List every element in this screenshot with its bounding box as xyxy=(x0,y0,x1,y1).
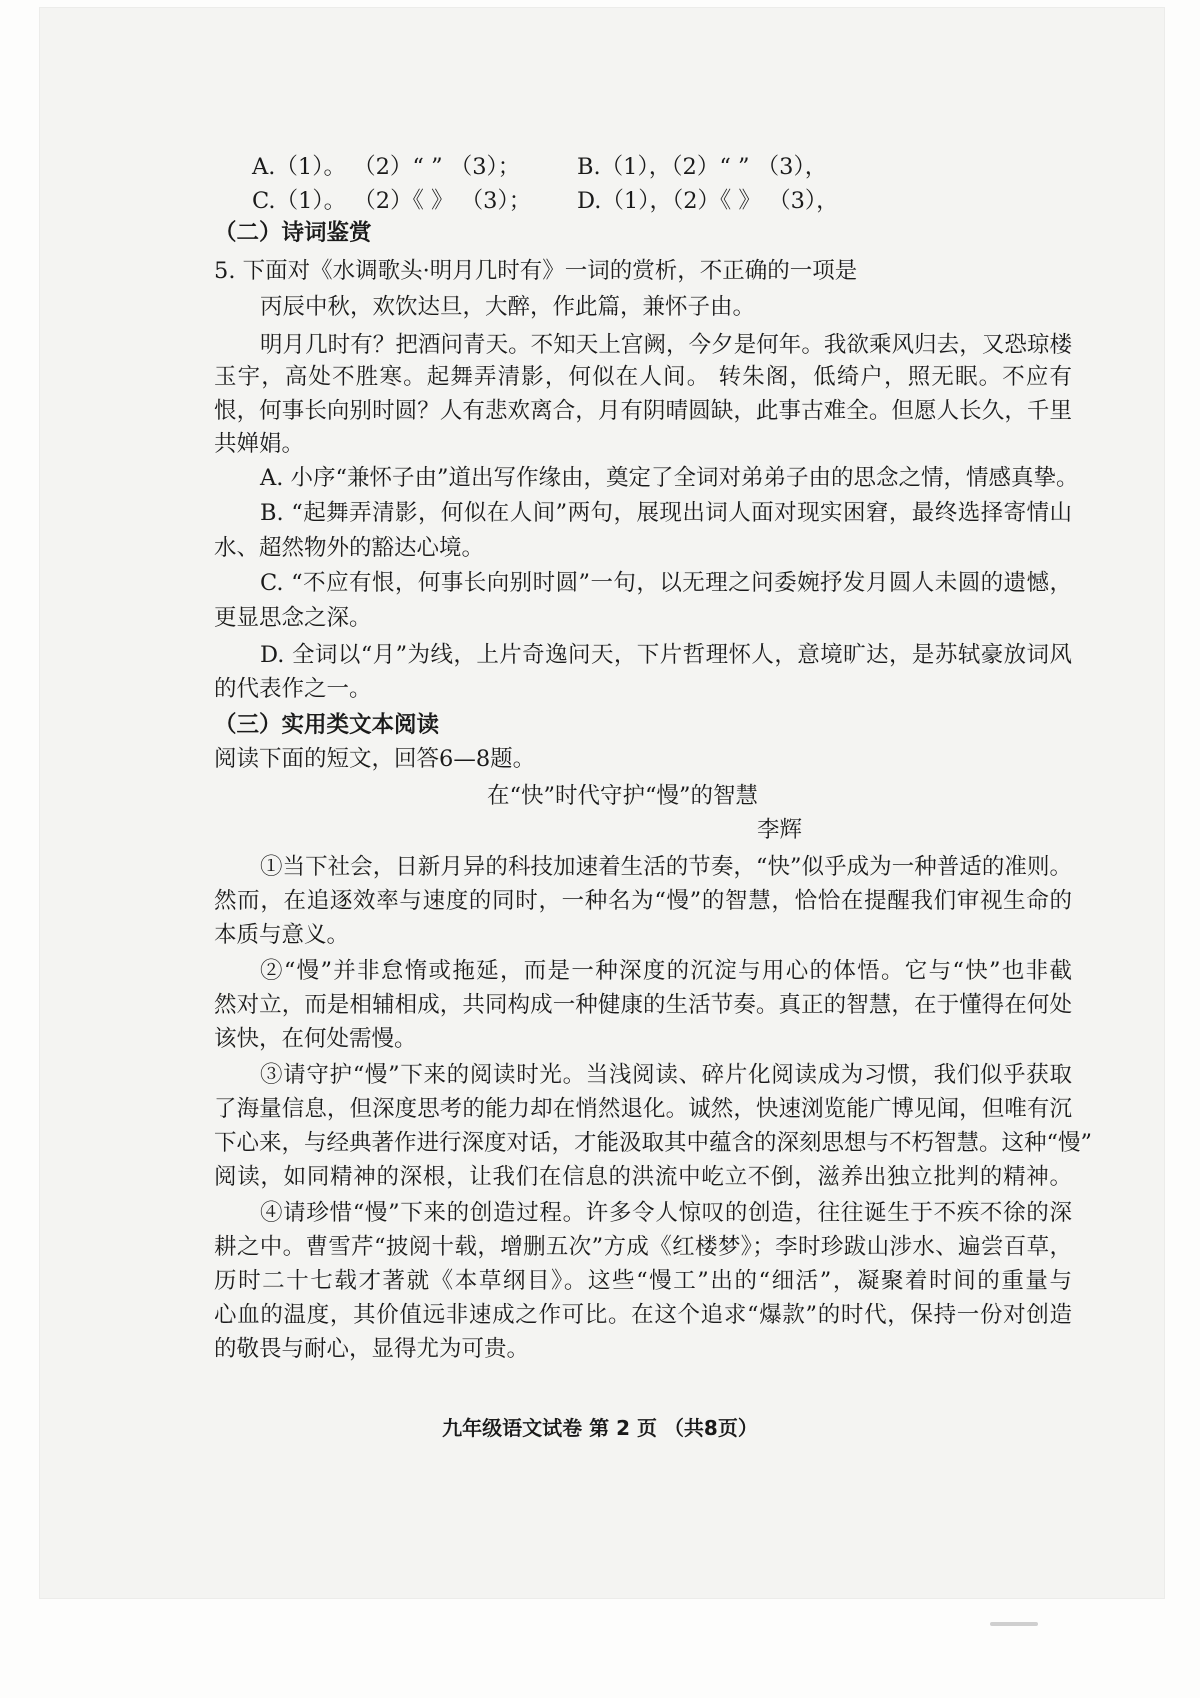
paragraph-line: ④请珍惜“慢”下来的创造过程。许多令人惊叹的创造，往往诞生于不疾不徐的深 xyxy=(260,1200,1072,1226)
article-paragraph-line xyxy=(214,1158,1072,1197)
q5-option-a xyxy=(260,459,1079,498)
article-author: 李辉 xyxy=(757,817,803,843)
q4-option-c: C.（1）。 （2）《 》 （3）； xyxy=(252,188,532,214)
q4-option-a: A.（1）。 （2）“ ” （3）； xyxy=(252,154,521,180)
poem-line-text: 玉宇，高处不胜寒。起舞弄清影，何似在人间。 转朱阁，低绮户，照无眠。不应有 xyxy=(214,364,1072,390)
paragraph-line: ①当下社会，日新月异的科技加速着生活的节奏，“快”似乎成为一种普适的准则。 xyxy=(260,854,1072,880)
article-paragraph-line: 的敬畏与耐心，显得尤为可贵。 xyxy=(214,1336,530,1362)
option-line: B. “起舞弄清影，何似在人间”两句，展现出词人面对现实困窘，最终选择寄情山 xyxy=(260,500,1072,526)
q5-option-b-cont: 水、超然物外的豁达心境。 xyxy=(214,535,485,561)
q5-option-c xyxy=(260,564,1072,603)
poem-line-text: 共婵娟。 xyxy=(214,431,305,457)
paragraph-line: 了海量信息，但深度思考的能力却在悄然退化。诚然，快速浏览能广博见闻，但唯有沉 xyxy=(214,1096,1072,1122)
poem-line-text: 明月几时有？把酒问青天。不知天上宫阙，今夕是何年。我欲乘风归去，又恐琼楼 xyxy=(260,332,1072,358)
q5-option-d-cont: 的代表作之一。 xyxy=(214,676,372,702)
paragraph-line: ②“慢”并非怠惰或拖延，而是一种深度的沉淀与用心的体悟。它与“快”也非截 xyxy=(260,958,1072,984)
paragraph-line: 历时二十七载才著就《本草纲目》。这些“慢工”出的“细活”，凝聚着时间的重量与 xyxy=(214,1268,1072,1294)
q4-option-b: B.（1），（2）“ ” （3）， xyxy=(577,154,828,180)
paragraph-line: 然而，在追逐效率与速度的同时，一种名为“慢”的智慧，恰恰在提醒我们审视生命的 xyxy=(214,888,1072,914)
poem-preface: 丙辰中秋，欢饮达旦，大醉，作此篇，兼怀子由。 xyxy=(260,294,756,320)
q5-option-b xyxy=(260,494,1072,533)
q4-option-d: D.（1），（2）《 》 （3）， xyxy=(577,188,839,214)
section-title-practical: （三）实用类文本阅读 xyxy=(214,712,440,738)
q5-option-d xyxy=(260,636,1072,675)
poem-line xyxy=(214,392,1072,431)
section-title-poetry: （二）诗词鉴赏 xyxy=(214,220,372,246)
paragraph-line: ③请守护“慢”下来的阅读时光。当浅阅读、碎片化阅读成为习惯，我们似乎获取 xyxy=(260,1062,1072,1088)
q5-option-c-cont: 更显思念之深。 xyxy=(214,605,372,631)
paragraph-line: 下心来，与经典著作进行深度对话，才能汲取其中蕴含的深刻思想与不朽智慧。这种“慢” xyxy=(214,1130,1093,1156)
question-5-stem: 5. 下面对《水调歌头·明月几时有》一词的赏析，不正确的一项是 xyxy=(214,258,858,284)
paragraph-line: 然对立，而是相辅相成，共同构成一种健康的生活节奏。真正的智慧，在于懂得在何处 xyxy=(214,992,1072,1018)
paragraph-line: 耕之中。曹雪芹“披阅十载，增删五次”方成《红楼梦》；李时珍跋山涉水、遍尝百草， xyxy=(214,1234,1072,1260)
article-paragraph-line: 本质与意义。 xyxy=(214,922,350,948)
article-title: 在“快”时代守护“慢”的智慧 xyxy=(487,783,759,809)
scan-smudge xyxy=(990,1622,1038,1626)
option-line: C. “不应有恨，何事长向别时圆”一句，以无理之问委婉抒发月圆人未圆的遗憾， xyxy=(260,570,1072,596)
paragraph-line: 阅读，如同精神的深根，让我们在信息的洪流中屹立不倒，滋养出独立批判的精神。 xyxy=(214,1164,1072,1190)
option-line: A. 小序“兼怀子由”道出写作缘由，奠定了全词对弟弟子由的思念之情，情感真挚。 xyxy=(260,465,1079,491)
poem-line-text: 恨，何事长向别时圆？人有悲欢离合，月有阴晴圆缺，此事古难全。但愿人长久，千里 xyxy=(214,398,1072,424)
paragraph-line: 心血的温度，其价值远非速成之作可比。在这个追求“爆款”的时代，保持一份对创造 xyxy=(214,1302,1072,1328)
article-paragraph-line: 该快，在何处需慢。 xyxy=(214,1026,417,1052)
reading-instruction: 阅读下面的短文，回答6—8题。 xyxy=(214,746,536,772)
option-line: D. 全词以“月”为线，上片奇逸问天，下片哲理怀人，意境旷达，是苏轼豪放词风 xyxy=(260,642,1072,668)
page-footer: 九年级语文试卷 第 2 页 （共8页） xyxy=(442,1416,758,1440)
